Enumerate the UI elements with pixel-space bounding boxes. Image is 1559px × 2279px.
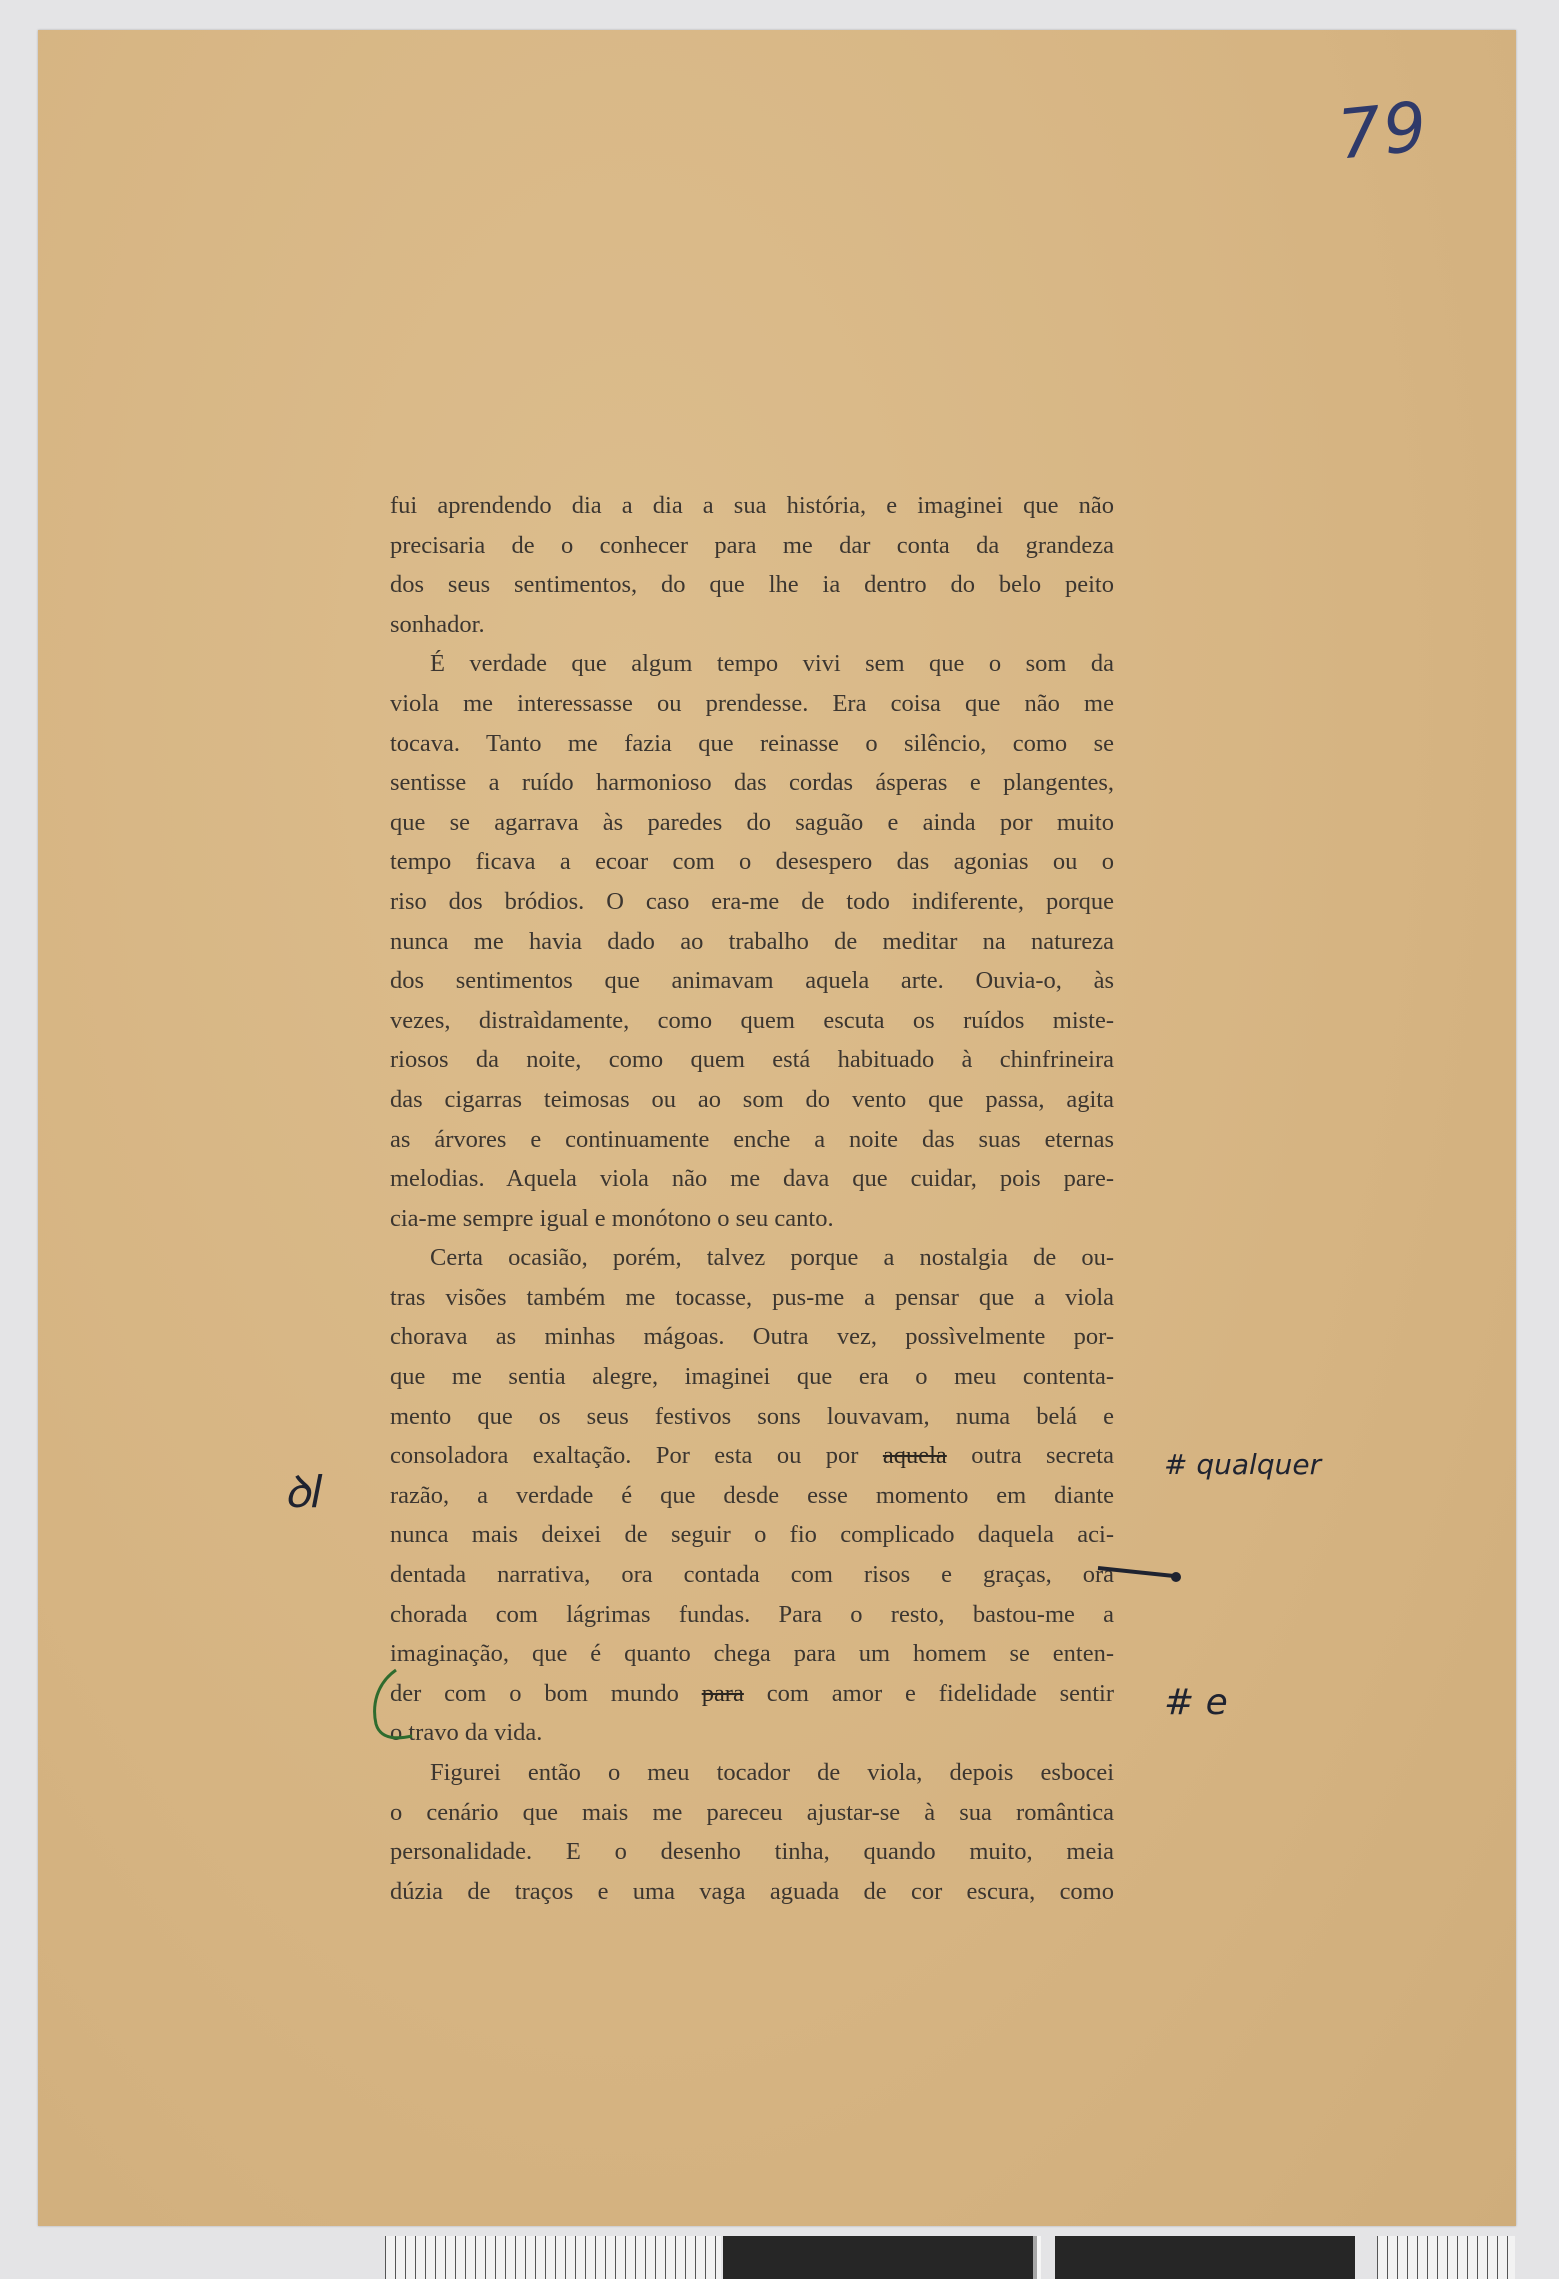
text-line: riosos da noite, como quem está habituado à chinfrineira: [390, 1046, 1114, 1074]
text-line: o cenário que mais me pareceu ajustar-se à sua romântica: [390, 1798, 1114, 1826]
text-line: precisaria de o conhecer para me dar conta da grandeza: [390, 531, 1114, 559]
text-line: vezes, distraìdamente, como quem escuta os ruídos miste-: [390, 1006, 1114, 1034]
text-line: Figurei então o meu tocador de viola, depois esbocei: [430, 1759, 1114, 1786]
manuscript-page: [38, 30, 1516, 2226]
text-line: das cigarras teimosas ou ao som do vento que passa, agita: [390, 1085, 1114, 1113]
dark-patch-2: [1055, 2236, 1355, 2279]
text-line: mento que os seus festivos sons louvavam, numa belá e: [390, 1402, 1114, 1430]
dark-patch: [723, 2236, 1033, 2279]
green-bracket-mark-icon: [366, 1666, 416, 1746]
text-line: [390, 1674, 1114, 1714]
struck-word: aquela: [882, 1442, 947, 1470]
text-line: tocava. Tanto me fazia que reinasse o silêncio, como se: [390, 729, 1114, 757]
text-line: dos seus sentimentos, do que lhe ia dentro do belo peito: [390, 571, 1114, 599]
text-line: [390, 1436, 1114, 1476]
page-number: 79: [1334, 87, 1433, 176]
text-line: sentisse a ruído harmonioso das cordas ásperas e plangentes,: [390, 769, 1114, 797]
arrow-mark-icon: [1096, 1560, 1186, 1590]
text-segment: outra secreta: [946, 1442, 1114, 1470]
margin-note-qualquer: # qualquer: [1164, 1448, 1322, 1481]
text-segment: der com o bom mundo: [390, 1679, 702, 1707]
light-patch: [1037, 2236, 1041, 2279]
struck-word: para: [701, 1679, 744, 1707]
text-line: tras visões também me tocasse, pus-me a pensar que a viola: [390, 1283, 1114, 1311]
body-text: [390, 486, 1114, 1911]
text-line: cia-me sempre igual e monótono o seu canto.: [390, 1204, 834, 1232]
text-line: fui aprendendo dia a dia a sua história, e imaginei que não: [390, 492, 1114, 519]
text-line: viola me interessasse ou prendesse. Era coisa que não me: [390, 689, 1114, 717]
text-line: as árvores e continuamente enche a noite das suas eternas: [390, 1125, 1114, 1153]
text-line: que me sentia alegre, imaginei que era o meu contenta-: [390, 1363, 1114, 1391]
text-line: nunca mais deixei de seguir o fio complicado daquela aci-: [390, 1521, 1114, 1549]
text-line: o travo da vida.: [390, 1719, 543, 1747]
text-line: imaginação, que é quanto chega para um homem se enten-: [390, 1640, 1114, 1668]
ruler-strip-2: [1377, 2236, 1515, 2279]
text-line: nunca me havia dado ao trabalho de meditar na natureza: [390, 927, 1114, 955]
text-line: Certa ocasião, porém, talvez porque a nostalgia de ou-: [430, 1244, 1114, 1272]
text-line: chorada com lágrimas fundas. Para o resto, bastou-me a: [390, 1600, 1114, 1628]
text-segment: com amor e fidelidade sentir: [743, 1679, 1114, 1707]
margin-note-he: # e: [1164, 1682, 1228, 1723]
text-line: dúzia de traços e uma vaga aguada de cor escura, como: [390, 1877, 1114, 1905]
ruler-strip: [385, 2236, 721, 2279]
text-line: tempo ficava a ecoar com o desespero das agonias ou o: [390, 848, 1114, 876]
color-scale-bar: [385, 2236, 1515, 2279]
text-line: chorava as minhas mágoas. Outra vez, possìvelmente por-: [390, 1323, 1114, 1351]
text-line: sonhador.: [390, 610, 485, 638]
text-line: melodias. Aquela viola não me dava que cuidar, pois pare-: [390, 1165, 1114, 1193]
text-line: dos sentimentos que animavam aquela arte. Ouvia-o, às: [390, 967, 1114, 995]
text-line: que se agarrava às paredes do saguão e ainda por muito: [390, 808, 1114, 836]
text-line: dentada narrativa, ora contada com risos e graças, ora: [390, 1561, 1114, 1589]
text-line: riso dos bródios. O caso era-me de todo indiferente, porque: [390, 887, 1114, 915]
margin-note-left: ꝺl: [284, 1467, 323, 1518]
text-line: É verdade que algum tempo vivi sem que o som da: [430, 650, 1114, 678]
text-line: razão, a verdade é que desde esse momento em diante: [390, 1481, 1114, 1509]
text-segment: consoladora exaltação. Por esta ou por: [390, 1442, 883, 1470]
text-line: personalidade. E o desenho tinha, quando muito, meia: [390, 1838, 1114, 1866]
